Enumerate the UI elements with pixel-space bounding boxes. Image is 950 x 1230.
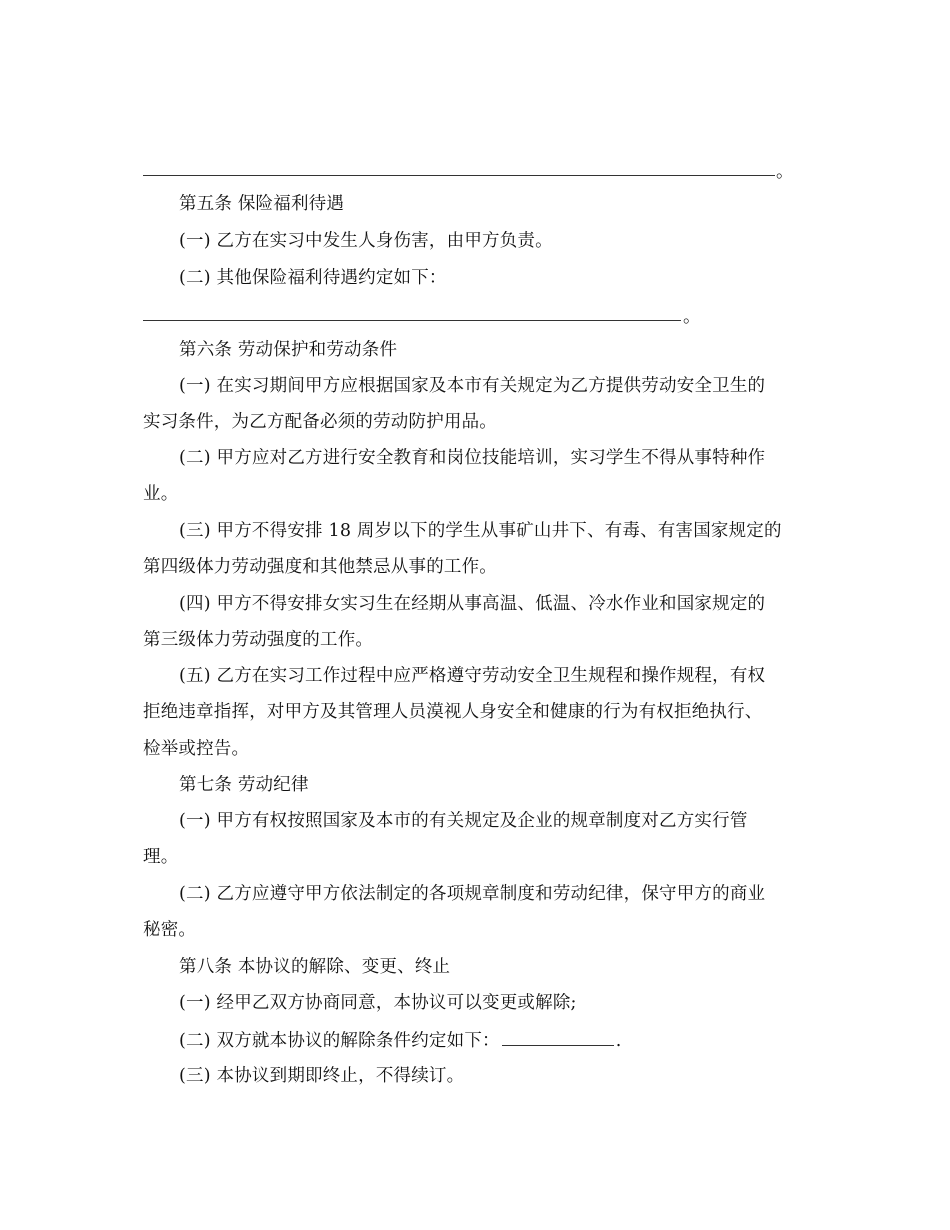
article-8-item-1: (一) 经甲乙双方协商同意，本协议可以变更或解除; bbox=[179, 993, 577, 1013]
article-5-item-2: (二) 其他保险福利待遇约定如下： bbox=[179, 268, 447, 288]
blank-line-end: 。 bbox=[776, 162, 794, 182]
article-6-title: 第六条 劳动保护和劳动条件 bbox=[179, 340, 398, 360]
article-6-item-4-cont: 第三级体力劳动强度的工作。 bbox=[143, 630, 374, 650]
blank-line-end: 。 bbox=[683, 307, 701, 327]
article-6-item-2-cont: 业。 bbox=[143, 484, 179, 504]
article-6-item-5-cont: 拒绝违章指挥，对甲方及其管理人员漠视人身安全和健康的行为有权拒绝执行、 bbox=[143, 702, 763, 722]
blank-fill-line bbox=[143, 175, 775, 176]
article-6-item-5-cont-2: 检举或控告。 bbox=[143, 739, 250, 759]
article-8-title: 第八条 本协议的解除、变更、终止 bbox=[179, 957, 451, 977]
article-7-title: 第七条 劳动纪律 bbox=[179, 775, 309, 795]
article-7-item-2: (二) 乙方应遵守甲方依法制定的各项规章制度和劳动纪律，保守甲方的商业 bbox=[179, 884, 766, 904]
article-5-title: 第五条 保险福利待遇 bbox=[179, 194, 345, 214]
article-6-item-2: (二) 甲方应对乙方进行安全教育和岗位技能培训，实习学生不得从事特种作 bbox=[179, 448, 766, 468]
article-6-item-4: (四) 甲方不得安排女实习生在经期从事高温、低温、冷水作业和国家规定的 bbox=[179, 594, 766, 614]
article-8-item-2-text: (二) 双方就本协议的解除条件约定如下： bbox=[179, 1031, 500, 1051]
blank-fill-line bbox=[143, 320, 681, 321]
inline-blank-field bbox=[502, 1028, 614, 1046]
article-7-item-2-cont: 秘密。 bbox=[143, 920, 197, 940]
article-8-item-2 bbox=[179, 1028, 859, 1053]
article-7-item-1: (一) 甲方有权按照国家及本市的有关规定及企业的规章制度对乙方实行管 bbox=[179, 811, 748, 831]
article-6-item-3-cont: 第四级体力劳动强度和其他禁忌从事的工作。 bbox=[143, 557, 497, 577]
article-8-item-3: (三) 本协议到期即终止，不得续订。 bbox=[179, 1066, 465, 1086]
article-5-item-1: (一) 乙方在实习中发生人身伤害，由甲方负责。 bbox=[179, 231, 553, 251]
article-8-item-2-end: . bbox=[615, 1031, 622, 1051]
article-6-item-1: (一) 在实习期间甲方应根据国家及本市有关规定为乙方提供劳动安全卫生的 bbox=[179, 376, 766, 396]
article-6-item-3: (三) 甲方不得安排 18 周岁以下的学生从事矿山井下、有毒、有害国家规定的 bbox=[179, 521, 782, 541]
article-6-item-5: (五) 乙方在实习工作过程中应严格遵守劳动安全卫生规程和操作规程，有权 bbox=[179, 666, 766, 686]
article-7-item-1-cont: 理。 bbox=[143, 847, 179, 867]
article-6-item-1-cont: 实习条件，为乙方配备必须的劳动防护用品。 bbox=[143, 412, 497, 432]
